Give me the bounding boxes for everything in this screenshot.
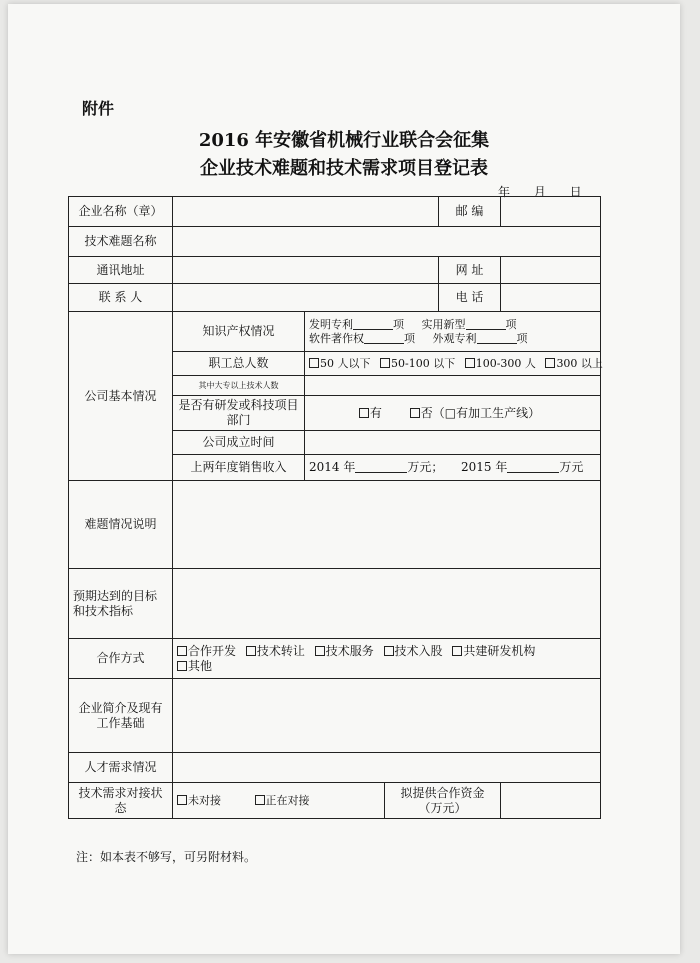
sales-label: 上两年度销售收入: [173, 455, 305, 481]
problem-desc-label: 难题情况说明: [69, 481, 173, 569]
funds-label: 拟提供合作资金 （万元）: [385, 783, 501, 819]
coop-options: [173, 639, 601, 679]
rd-no-option[interactable]: 否（□有加工生产线）: [410, 406, 540, 421]
staff-options: [305, 352, 601, 376]
postcode-label: 邮 编: [439, 197, 501, 227]
rd-yes-option[interactable]: 有: [359, 406, 382, 421]
checkbox-icon: [177, 646, 187, 656]
problem-desc-field[interactable]: [173, 481, 601, 569]
sales-2014-label: 2014 年: [309, 460, 356, 474]
ip-cell: [305, 312, 601, 352]
contact-label: 联 系 人: [69, 284, 173, 312]
sales-sep: 万元；: [407, 460, 444, 474]
title-line-1: 2016 年安徽省机械行业联合会征集: [198, 130, 490, 151]
unit-label: 项: [505, 317, 517, 331]
goals-label: 预期达到的目标和技术指标: [69, 569, 173, 639]
utility-model-count[interactable]: [466, 319, 506, 330]
checkbox-icon: [410, 408, 420, 418]
checkbox-icon: [384, 646, 394, 656]
coop-label: 合作方式: [69, 639, 173, 679]
docking-options: [173, 783, 385, 819]
docking-option[interactable]: 未对接: [177, 794, 221, 808]
design-patent-count[interactable]: [477, 333, 517, 344]
talent-field[interactable]: [173, 753, 601, 783]
talent-label: 人才需求情况: [69, 753, 173, 783]
tech-problem-name-field[interactable]: [173, 227, 601, 257]
checkbox-icon: [452, 646, 462, 656]
checkbox-icon: [465, 358, 475, 368]
rd-department-label: 是否有研发或科技项目部门: [173, 396, 305, 431]
checkbox-icon: [359, 408, 369, 418]
tech-problem-name-label: 技术难题名称: [69, 227, 173, 257]
coop-option[interactable]: 合作开发: [177, 644, 236, 659]
ip-label: 知识产权情况: [173, 312, 305, 352]
coop-option[interactable]: 技术服务: [315, 644, 374, 659]
staff-option[interactable]: 100-300 人: [465, 357, 536, 371]
attachment-label: 附件: [82, 99, 115, 118]
sales-2015-field[interactable]: [507, 462, 559, 473]
checkbox-icon: [246, 646, 256, 656]
footer-note: 注：如本表不够写，可另附材料。: [76, 850, 257, 864]
checkbox-icon: [315, 646, 325, 656]
staff-option[interactable]: 50 人以下: [309, 357, 371, 371]
invention-patent-count[interactable]: [353, 319, 393, 330]
coop-option[interactable]: 技术转让: [246, 644, 305, 659]
checkbox-icon: [545, 358, 555, 368]
phone-field[interactable]: [501, 284, 601, 312]
company-name-field[interactable]: [173, 197, 439, 227]
sales-2014-field[interactable]: [355, 462, 407, 473]
sales-2015-label: 2015 年: [461, 460, 508, 474]
contact-field[interactable]: [173, 284, 439, 312]
staff-option[interactable]: 300 以上: [545, 357, 603, 371]
sales-unit: 万元: [559, 460, 584, 474]
intro-field[interactable]: [173, 679, 601, 753]
unit-label: 项: [393, 317, 404, 331]
company-name-label: 企业名称（章）: [69, 197, 173, 227]
unit-label: 项: [404, 331, 415, 345]
software-copyright-label: 软件著作权: [309, 331, 364, 345]
website-field[interactable]: [501, 257, 601, 284]
founded-label: 公司成立时间: [173, 431, 305, 455]
address-field[interactable]: [173, 257, 439, 284]
website-label: 网 址: [439, 257, 501, 284]
intro-label: 企业简介及现有工作基础: [69, 679, 173, 753]
funds-field[interactable]: [501, 783, 601, 819]
coop-option[interactable]: 其他: [177, 659, 212, 674]
college-staff-field[interactable]: [305, 376, 601, 396]
checkbox-icon: [255, 795, 265, 805]
utility-model-label: 实用新型: [421, 317, 466, 331]
goals-field[interactable]: [173, 569, 601, 639]
checkbox-icon: [309, 358, 319, 368]
docking-option[interactable]: 正在对接: [255, 794, 310, 808]
unit-label: 项: [516, 331, 528, 345]
design-patent-label: 外观专利: [432, 331, 477, 345]
postcode-field[interactable]: [501, 197, 601, 227]
date-field[interactable]: 年 月 日: [498, 185, 582, 199]
rd-department-options: [305, 396, 601, 431]
registration-form: [68, 196, 601, 819]
address-label: 通讯地址: [69, 257, 173, 284]
title-line-2: 企业技术难题和技术需求项目登记表: [200, 158, 488, 179]
docking-label: 技术需求对接状态: [69, 783, 173, 819]
basic-info-label: 公司基本情况: [69, 312, 173, 481]
founded-field[interactable]: [305, 431, 601, 455]
coop-option[interactable]: 共建研发机构: [452, 644, 535, 659]
staff-label: 职工总人数: [173, 352, 305, 376]
phone-label: 电 话: [439, 284, 501, 312]
checkbox-icon: [177, 661, 187, 671]
checkbox-icon: [177, 795, 187, 805]
college-staff-label: 其中大专以上技术人数: [173, 376, 305, 396]
coop-option[interactable]: 技术入股: [384, 644, 443, 659]
software-copyright-count[interactable]: [364, 333, 404, 344]
checkbox-icon: [380, 358, 390, 368]
sales-fields: [305, 455, 601, 481]
invention-patent-label: 发明专利: [309, 317, 353, 331]
staff-option[interactable]: 50-100 以下: [380, 357, 455, 371]
